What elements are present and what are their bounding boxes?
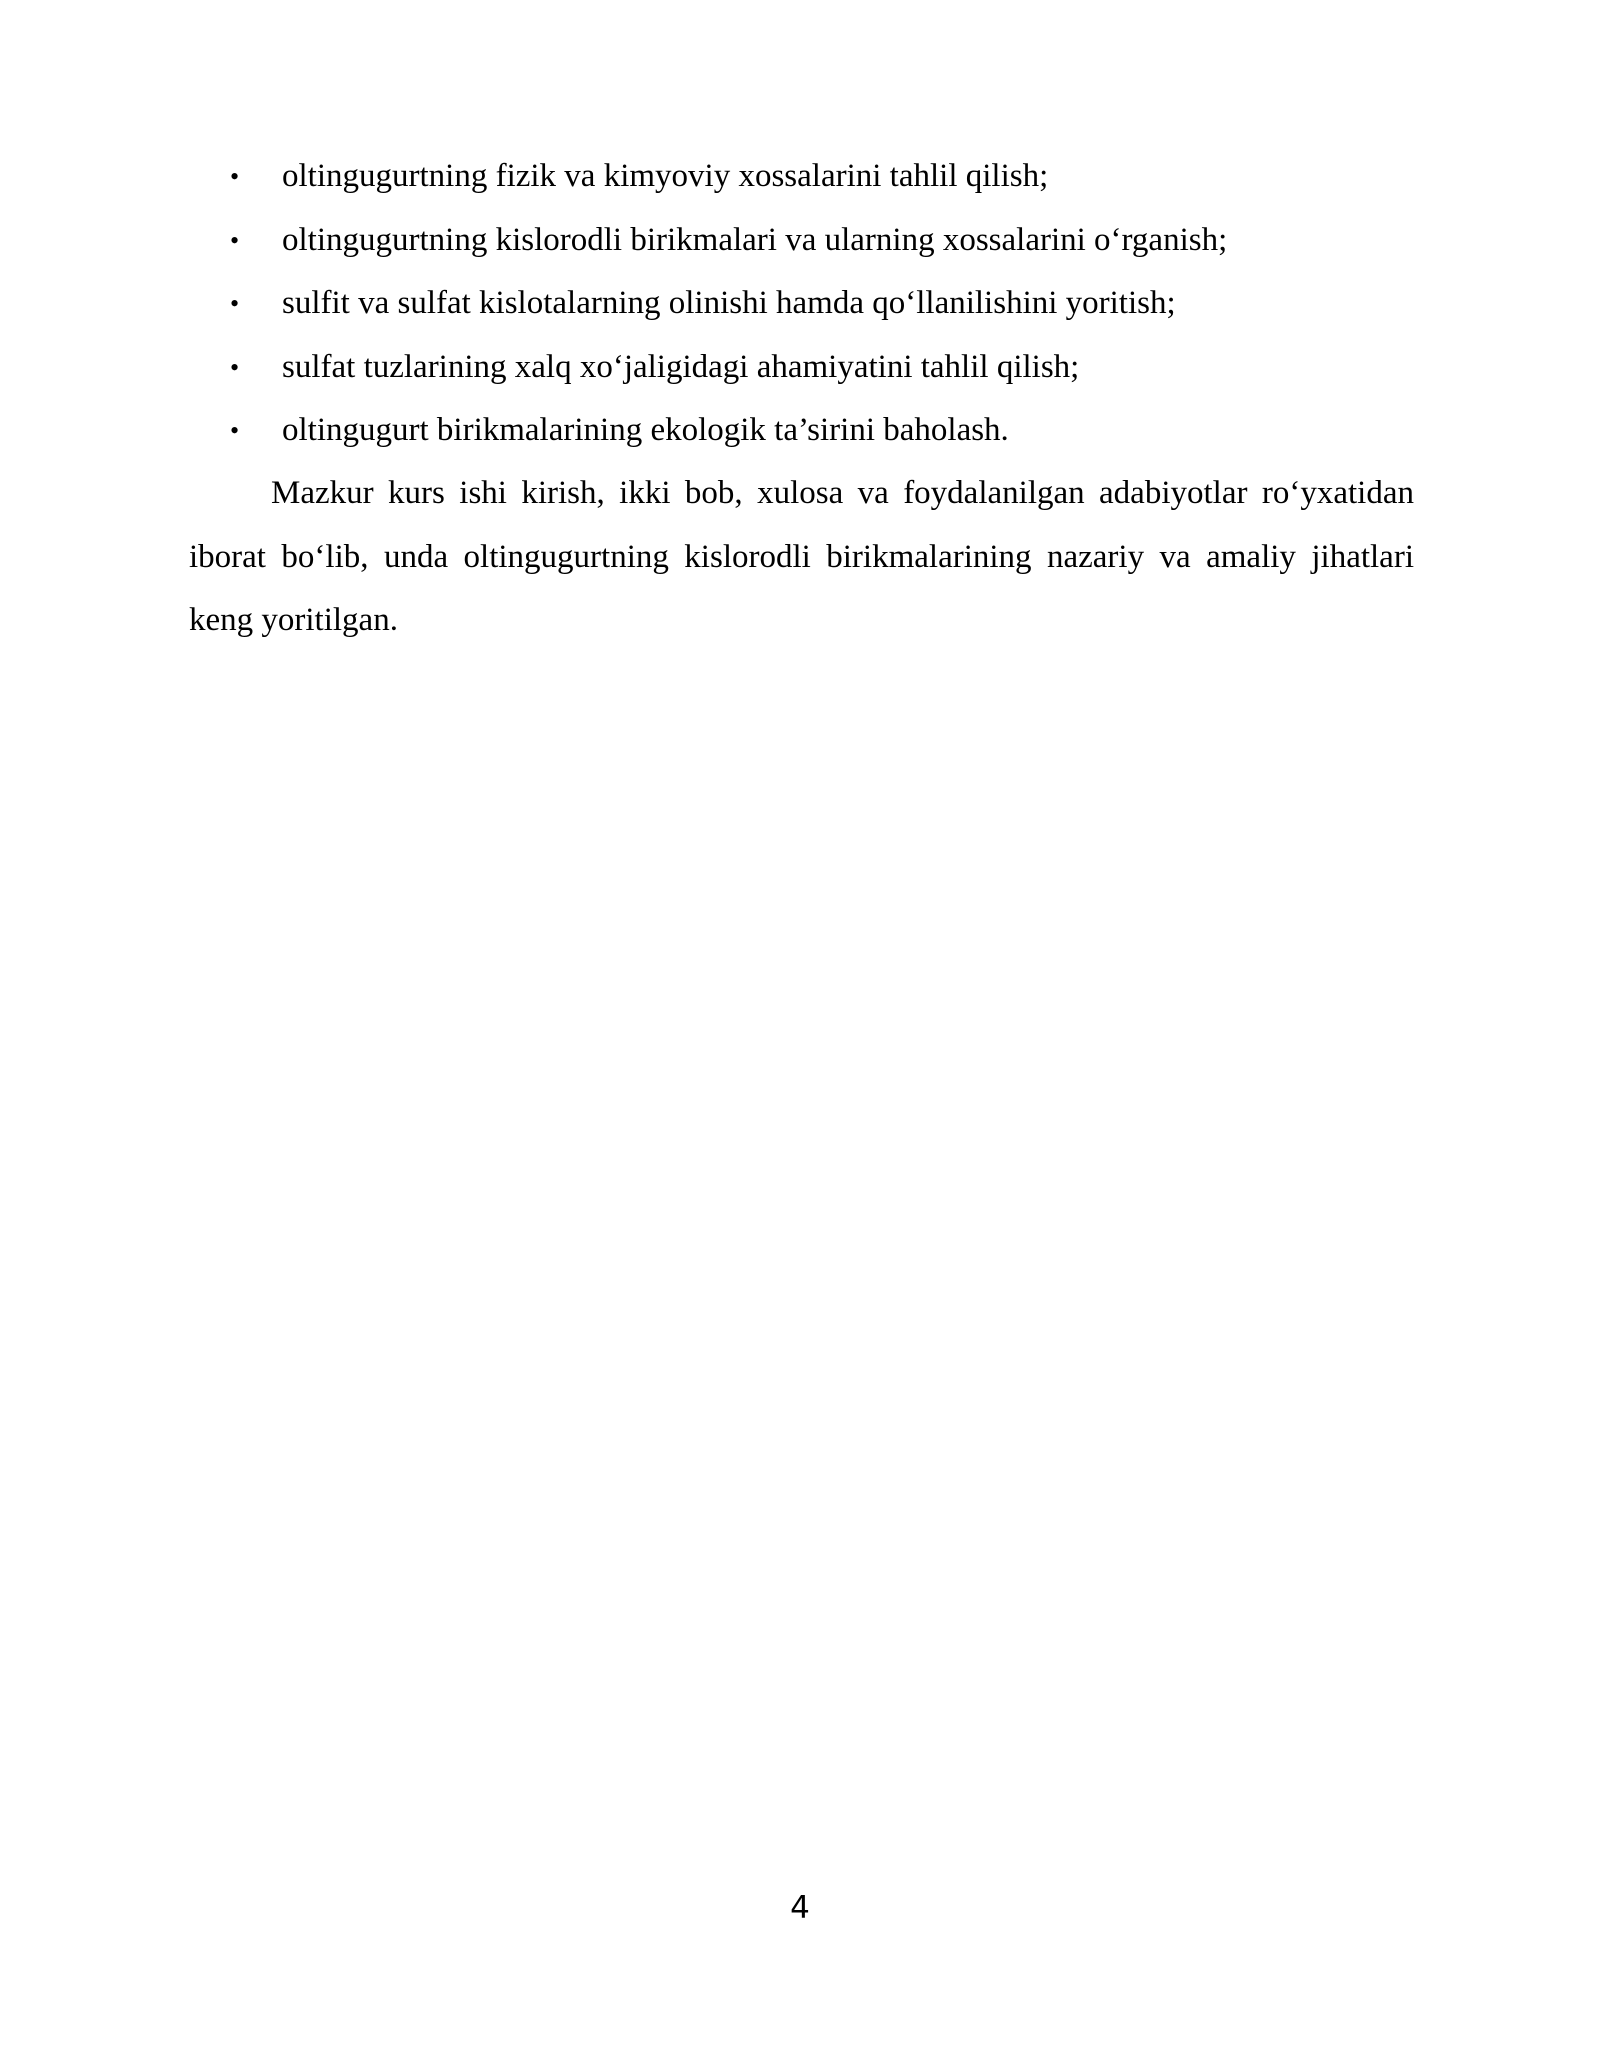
list-item — [230, 336, 1410, 400]
bullet-icon: • — [230, 416, 240, 445]
bullet-icon: • — [230, 352, 240, 382]
list-item-text: sulfit va sulfat kislotalarning olinishi hamda qo‘llanilishini yoritish; — [282, 285, 1176, 321]
objectives-bullet-list — [230, 145, 1410, 463]
list-item-text: oltingugurtning fizik va kimyoviy xossalarini tahlil qilish; — [282, 158, 1049, 194]
list-item — [230, 209, 1410, 273]
bullet-icon: • — [230, 289, 240, 318]
bullet-icon: • — [230, 225, 240, 255]
list-item — [230, 145, 1410, 209]
list-item — [230, 399, 1410, 463]
list-item-text: sulfat tuzlarining xalq xo‘jaligidagi ahamiyatini tahlil qilish; — [282, 348, 1080, 385]
page-number: 4 — [790, 1890, 810, 1926]
list-item — [230, 272, 1410, 336]
body-paragraph: Mazkur kurs ishi kirish, ikki bob, xulosa va foydalanilgan adabiyotlar ro‘yxatidan iborat bo‘lib, unda oltingugurtning kislorodli birikmalarining nazariy va amaliy jihatlari keng yoritilgan. — [189, 475, 1414, 638]
list-item-text: oltingugurt birikmalarining ekologik ta’sirini baholash. — [282, 412, 1009, 448]
bullet-icon: • — [230, 162, 240, 191]
list-item-text: oltingugurtning kislorodli birikmalari va ularning xossalarini o‘rganish; — [282, 221, 1228, 258]
